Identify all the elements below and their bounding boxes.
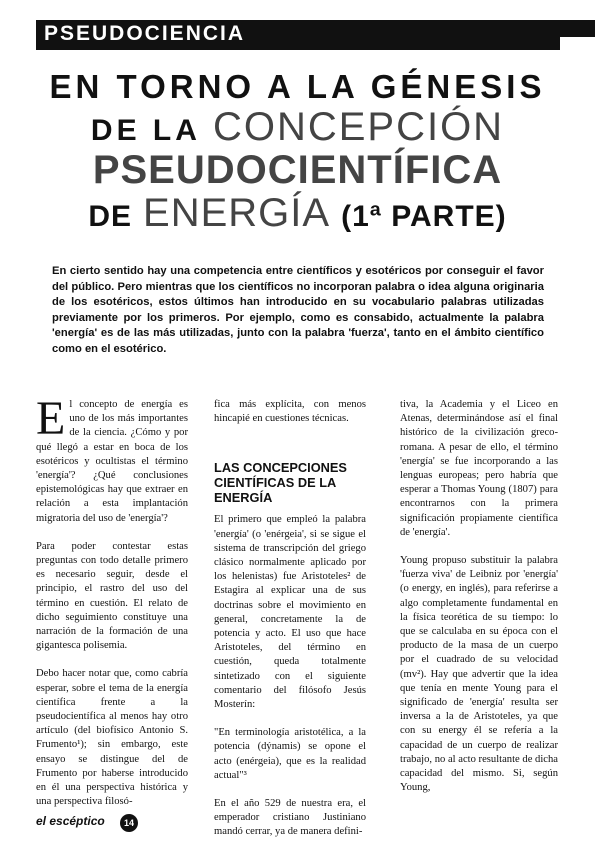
column-2-paragraph-1: fica más explícita, con menos hincapié en cuestiones técnicas. (214, 399, 366, 425)
column-2-paragraph-2: El primero que empleó la palabra 'energía' (o 'enérgeia', si se sigue el sistema de transcripción del griego clásico normalmente aplicado por los helenistas) fue Aristoteles² de Estagira al explicar una de sus doctrinas sobre el movimiento en general, concretamente la de potencia y acto. El uso que hace Aristoteles, del término en cuestión, queda totalmente sintetizado con el siguiente comentario del filósofo Jesús Mosterín: (214, 514, 366, 711)
title-line-2 (20, 107, 575, 147)
column-2 (214, 398, 366, 842)
drop-cap: E (36, 392, 66, 445)
column-1-paragraph-1-text: l concepto de energía es uno de los más importantes de la ciencia. ¿Cómo y por qué llegó a estar en boca de los esotéricos y ocultistas el término 'energía'? ¿Qué conclusiones epistemológicas hay que extraer en relación a esta implantación migratoria del uso de 'energía'? (36, 399, 188, 524)
column-3 (400, 398, 558, 809)
corner-block (560, 20, 595, 37)
column-1-paragraph-2: Para poder contestar estas preguntas con todo detalle primero es necesario seguir, desde el principio, el rastro del uso del término en cuestión. El relato de dicho seguimiento constituye una narración de la formación de una gigantesca polisemia. (36, 540, 188, 652)
title-line-4-b: ENERGÍA (143, 191, 331, 235)
column-3-paragraph-1: tiva, la Academia y el Liceo en Atenas, determinándose así el final histórico de la civilización greco-romana. A pesar de ello, el término 'energía' se fue incorporando a las lenguas europeas; pero habría que esperar a Thomas Young (1807) para encontrarnos con la primera significación propiamente científica de 'energía'. (400, 399, 558, 538)
title-line-4 (20, 193, 575, 233)
section-header-bar (36, 20, 560, 50)
column-1 (36, 392, 188, 823)
title-line-4-c: (1ª PARTE) (341, 200, 507, 233)
section-label: PSEUDOCIENCIA (44, 22, 246, 45)
subheading: LAS CONCEPCIONES CIENTÍFICAS DE LA ENERGÍA (214, 460, 347, 506)
column-2-paragraph-3: En el año 529 de nuestra era, el emperador cristiano Justiniano mandó cerrar, ya de manera defini- (214, 798, 366, 838)
page-number-badge: 14 (120, 814, 138, 832)
column-3-paragraph-2: Young propuso substituir la palabra 'fuerza viva' de Leibniz por 'energía' (o energy, en inglés), para referirse a algo completamente fundamental en la física teorética de su tiempo: lo que se calculaba en su época con el producto de la masa de un cuerpo por el cuadrado de su velocidad (mv²). Hay que advertir que la idea que tenía en mente Young para el significado de 'energía' resulta ser inversa a la de Aristoteles, ya que con su energy él se refería a la capacidad de un cuerpo de realizar trabajo, no al acto resultante de dicha capacidad del mismo. Si, según Young, (400, 555, 558, 794)
title-line-1: EN TORNO A LA GÉNESIS (49, 68, 546, 105)
column-2-quote: "En terminología aristotélica, a la potencia (dýnamis) se opone el acto (enérgeia), que es la realidad actual"³ (214, 727, 366, 781)
magazine-name: el escéptico (36, 814, 105, 828)
title-line-2-b: CONCEPCIÓN (212, 105, 505, 149)
title-line-2-a: DE LA (90, 114, 201, 147)
title-line-4-a: DE (88, 200, 133, 233)
lead-paragraph: En cierto sentido hay una competencia entre científicos y esotéricos por conseguir el favor del público. Pero mientras que los científicos no incorporan palabra o idea alguna originaria de los esotéricos, estos últimos han introducido en su vocabulario palabras utilizadas previamente por los primeros. Por ejemplo, como es consabido, actualmente la palabra 'energía' es de las más utilizadas, junto con la palabra 'fuerza', tanto en el ámbito científico como en el esotérico. (52, 265, 544, 355)
column-1-paragraph-1 (36, 392, 188, 526)
title-line-3: PSEUDOCIENTÍFICA (92, 148, 503, 192)
column-1-paragraph-3: Debo hacer notar que, como cabría esperar, sobre el tema de la energía científica frente a la pseudocientífica al menos hay otro artículo (del biofísico Antonio S. Frumento¹); sin embargo, este ensayo se distingue del de Frumento por haberse introducido en él una perspectiva histórica y una perspectiva filosó- (36, 668, 188, 808)
